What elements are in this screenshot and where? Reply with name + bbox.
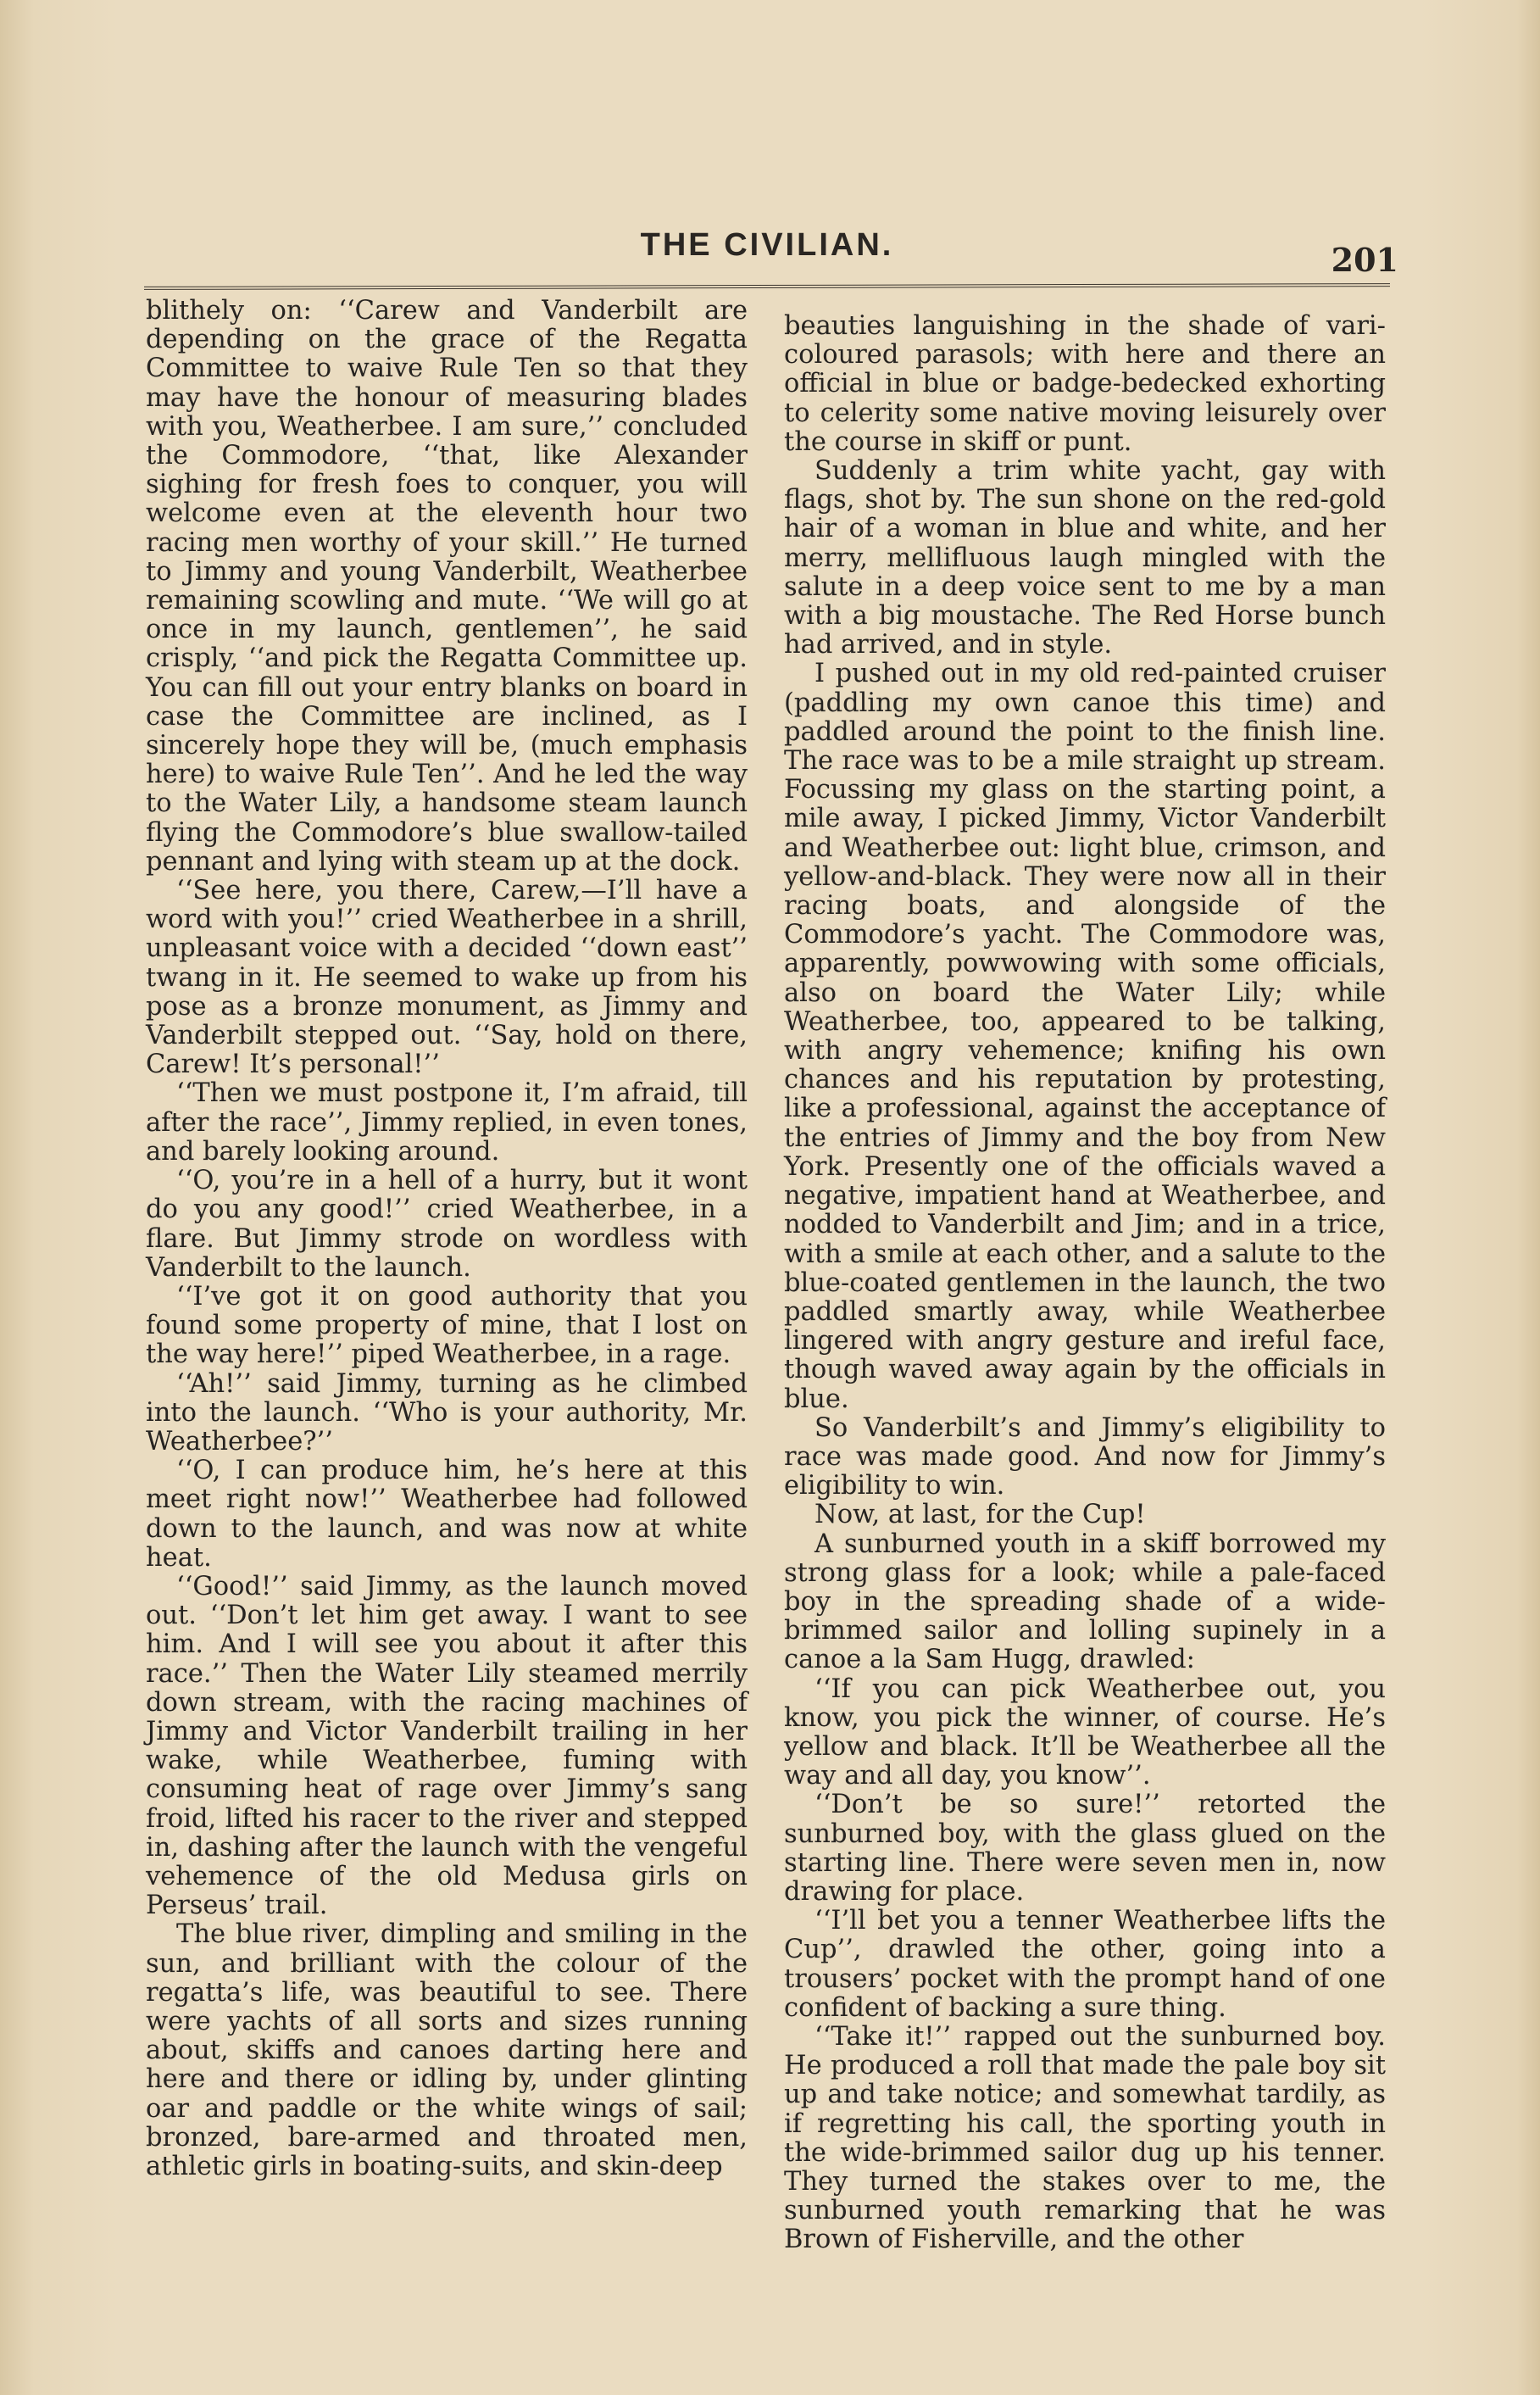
paragraph: ‘‘Take it!’’ rapped out the sunburned boy. He produced a roll that made the pale boy sit up and take notice; and somewhat tardily, as if regretting his call, the sporting youth in the wide-brimmed sailor dug up his tenner. They turned the stakes over to me, the sunburned youth remarking that he was Brown of Fisherville, and the other (784, 2021, 1386, 2255)
paragraph: ‘‘Then we must postpone it, I’m afraid, till after the race’’, Jimmy replied, in even tones, and barely looking around. (146, 1078, 748, 1167)
paragraph: The blue river, dimpling and smiling in the sun, and brilliant with the colour of the regatta’s life, was beautiful to see. There were yachts of all sorts and sizes running about, skiffs and canoes darting here and here and there or idling by, under glinting oar and paddle or the white wings of sail; bronzed, bare-armed and throated men, athletic girls in boating-suits, and skin-deep (146, 1919, 748, 2181)
paragraph: Now, at last, for the Cup! (814, 1500, 1146, 1530)
paragraph: A sunburned youth in a skiff borrowed my strong glass for a look; while a pale-faced boy in the spreading shade of a wide-brimmed sailor and lolling supinely in a canoe a la Sam Hugg, drawled: (784, 1529, 1386, 1675)
page-title: THE CIVILIAN. (640, 227, 894, 263)
paragraph: ‘‘See here, you there, Carew,—I’ll have a word with you!’’ cried Weatherbee in a shrill, unpleasant voice with a decided ‘‘down east’’ twang in it. He seemed to wake up from his pose as a bronze monument, as Jimmy and Vanderbilt stepped out. ‘‘Say, hold on there, Carew! It’s personal!’’ (146, 876, 748, 1080)
paragraph: Suddenly a trim white yacht, gay with flags, shot by. The sun shone on the red-gold hair of a woman in blue and white, and her merry, mellifluous laugh mingled with the salute in a deep voice sent to me by a man with a big moustache. The Red Horse bunch had arrived, and in style. (784, 456, 1386, 660)
paragraph: ‘‘If you can pick Weatherbee out, you know, you pick the winner, of course. He’s yellow and black. It’ll be Weatherbee all the way and all day, you know’’. (784, 1674, 1386, 1791)
paragraph: ‘‘Good!’’ said Jimmy, as the launch moved out. ‘‘Don’t let him get away. I want to see him. And I will see you about it after this race.’’ Then the Water Lily steamed merrily down stream, with the racing machines of Jimmy and Victor Vanderbilt trailing in her wake, while Weatherbee, fuming with consuming heat of rage over Jimmy’s sang froid, lifted his racer to the river and stepped in, dashing after the launch with the vengeful vehemence of the old Medusa girls on Perseus’ trail. (146, 1571, 748, 1921)
paragraph: ‘‘I’ll bet you a tenner Weatherbee lifts the Cup’’, drawled the other, going into a trousers’ pocket with the prompt hand of one confident of backing a sure thing. (784, 1906, 1386, 2023)
paragraph: ‘‘O, I can produce him, he’s here at this meet right now!’’ Weatherbee had followed down to the launch, and was now at white heat. (146, 1456, 748, 1573)
paragraph: ‘‘Ah!’’ said Jimmy, turning as he climbed into the launch. ‘‘Who is your authority, Mr. Weatherbee?’’ (146, 1368, 748, 1456)
paragraph: beauties languishing in the shade of vari-coloured parasols; with here and there an official in blue or badge-bedecked exhorting to celerity some native moving leisurely over the course in skiff or punt. (784, 311, 1386, 457)
right-column (784, 312, 1386, 2255)
page-header (136, 222, 1398, 281)
paragraph: ‘‘I’ve got it on good authority that you found some property of mine, that I lost on the way here!’’ piped Weatherbee, in a rage. (146, 1281, 748, 1370)
paragraph: blithely on: ‘‘Carew and Vanderbilt are depending on the grace of the Regatta Committee to waive Rule Ten so that they may have the honour of measuring blades with you, Weatherbee. I am sure,’’ concluded the Commodore, ‘‘that, like Alexander sighing for fresh foes to conquer, you will welcome even at the eleventh hour two racing men worthy of your skill.’’ He turned to Jimmy and young Vanderbilt, Weatherbee remaining scowling and mute. ‘‘We will go at once in my launch, gentlemen’’, he said crisply, ‘‘and pick the Regatta Committee up. You can fill out your entry blanks on board in case the Committee are inclined, as I sincerely hope they will be, (much emphasis here) to waive Rule Ten’’. And he led the way to the Water Lily, a handsome steam launch flying the Commodore’s blue swallow-tailed pennant and lying with steam up at the dock. (146, 296, 748, 877)
left-column (146, 297, 748, 2181)
paragraph: I pushed out in my old red-painted cruiser (paddling my own canoe this time) and paddled around the point to the finish line. The race was to be a mile straight up stream. Focussing my glass on the starting point, a mile away, I picked Jimmy, Victor Vanderbilt and Weatherbee out: light blue, crimson, and yellow-and-black. They were now all in their racing boats, and alongside of the Commodore’s yacht. The Commodore was, apparently, powwowing with some officials, also on board the Water Lily; while Weatherbee, too, appeared to be talking, with angry vehemence; knifing his own chances and his reputation by protesting, like a professional, against the acceptance of the entries of Jimmy and the boy from New York. Presently one of the officials waved a negative, impatient hand at Weatherbee, and nodded to Vanderbilt and Jim; and in a trice, with a smile at each other, and a salute to the blue-coated gentlemen in the launch, the two paddled smartly away, while Weatherbee lingered with angry gesture and ireful face, though waved away again by the officials in blue. (784, 659, 1386, 1414)
header-rule (144, 283, 1390, 290)
paragraph: So Vanderbilt’s and Jimmy’s eligibility to race was made good. And now for Jimmy’s eligibility to win. (784, 1412, 1386, 1501)
page-number: 201 (1331, 241, 1398, 279)
paragraph: ‘‘O, you’re in a hell of a hurry, but it wont do you any good!’’ cried Weatherbee, in a flare. But Jimmy strode on wordless with Vanderbilt to the launch. (146, 1166, 748, 1283)
paragraph: ‘‘Don’t be so sure!’’ retorted the sunburned boy, with the glass glued on the starting line. There were seven men in, now drawing for place. (784, 1790, 1386, 1907)
